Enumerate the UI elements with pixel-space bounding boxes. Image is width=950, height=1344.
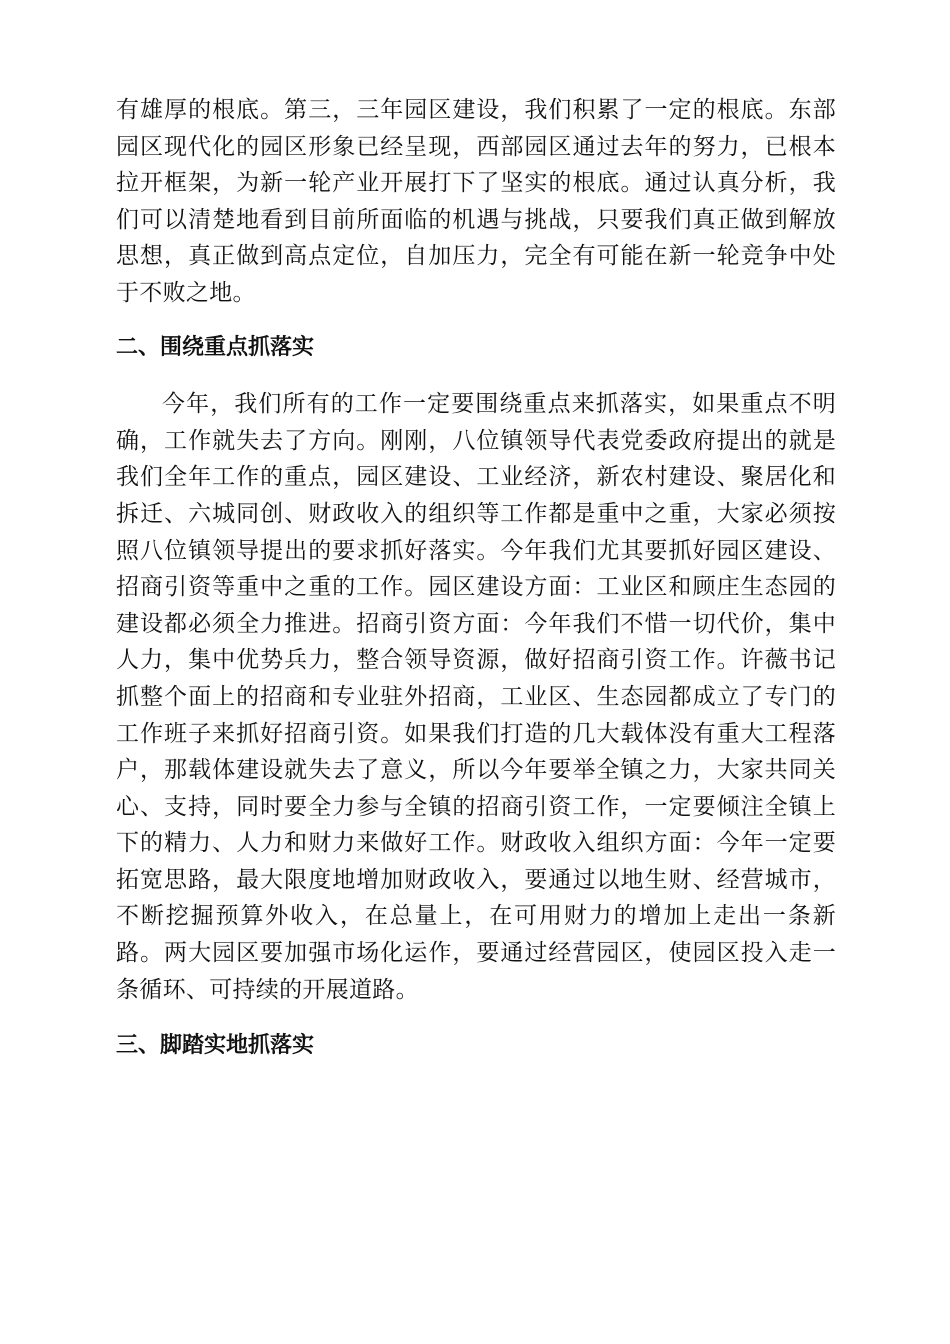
document-body <box>116 92 836 1065</box>
section-2-paragraph: 今年，我们所有的工作一定要围绕重点来抓落实，如果重点不明确，工作就失去了方向。刚刚，八位镇领导代表党委政府提出的就是我们全年工作的重点，园区建设、工业经济，新农村建设、聚居化和拆迁、六城同创、财政收入的组织等工作都是重中之重，大家必须按照八位镇领导提出的要求抓好落实。今年我们尤其要抓好园区建设、招商引资等重中之重的工作。园区建设方面：工业区和顾庄生态园的建设都必须全力推进。招商引资方面：今年我们不惜一切代价，集中人力，集中优势兵力，整合领导资源，做好招商引资工作。许薇书记抓整个面上的招商和专业驻外招商，工业区、生态园都成立了专门的工作班子来抓好招商引资。如果我们打造的几大载体没有重大工程落户，那载体建设就失去了意义，所以今年要举全镇之力，大家共同关心、支持，同时要全力参与全镇的招商引资工作，一定要倾注全镇上下的精力、人力和财力来做好工作。财政收入组织方面：今年一定要拓宽思路，最大限度地增加财政收入，要通过以地生财、经营城市，不断挖掘预算外收入，在总量上，在可用财力的增加上走出一条新路。两大园区要加强市场化运作，要通过经营园区，使园区投入走一条循环、可持续的开展道路。 <box>116 391 836 1003</box>
section-heading-2: 二、围绕重点抓落实 <box>116 334 315 360</box>
section-heading-3: 三、脚踏实地抓落实 <box>116 1033 315 1059</box>
paragraph-continued: 有雄厚的根底。第三，三年园区建设，我们积累了一定的根底。东部园区现代化的园区形象已经呈现，西部园区通过去年的努力，已根本拉开框架，为新一轮产业开展打下了坚实的根底。通过认真分析，我们可以清楚地看到目前所面临的机遇与挑战，只要我们真正做到解放思想，真正做到高点定位，自加压力，完全有可能在新一轮竞争中处于不败之地。 <box>116 97 836 306</box>
